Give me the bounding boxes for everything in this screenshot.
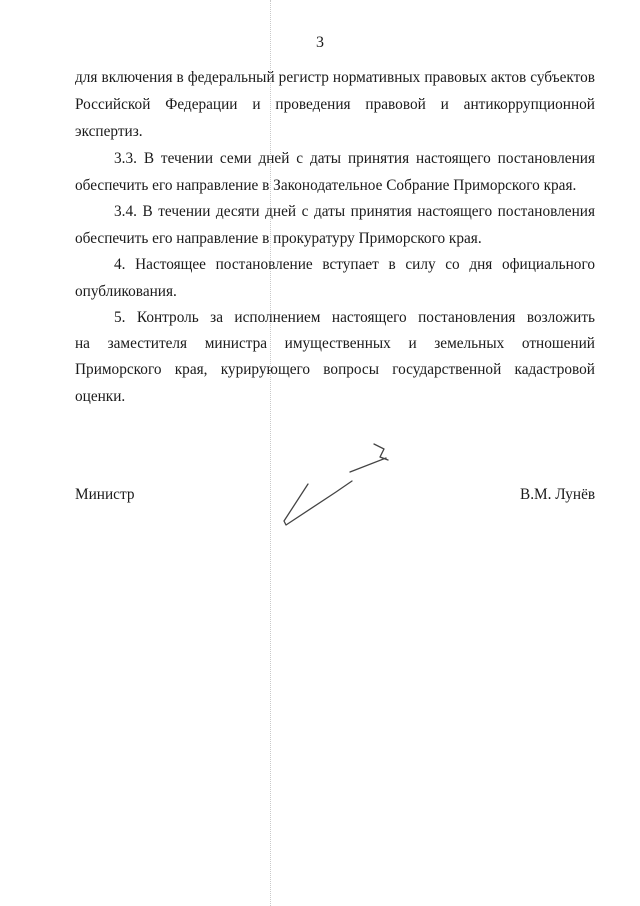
paragraph-4-line: 4. Настоящее постановление вступает в силу со дня официального — [114, 256, 595, 273]
paragraph-3-3-line: 3.3. В течении семи дней с даты принятия настоящего постановления — [114, 150, 595, 167]
paragraph-5-line: на заместителя министра имущественных и земельных отношений — [75, 335, 595, 352]
handwritten-signature — [276, 438, 396, 528]
body-line: Российской Федерации и проведения правовой и антикоррупционной — [75, 96, 595, 113]
paragraph-5-line: оценки. — [75, 388, 126, 405]
page-number: 3 — [316, 34, 324, 51]
body-line: для включения в федеральный регистр нормативных правовых актов субъектов — [75, 69, 595, 86]
paragraph-5-line: 5. Контроль за исполнением настоящего постановления возложить — [114, 309, 595, 326]
paragraph-4-line: опубликования. — [75, 283, 177, 300]
paragraph-3-4-line: обеспечить его направление в прокуратуру Приморского края. — [75, 230, 482, 247]
paragraph-3-4-line: 3.4. В течении десяти дней с даты принятия настоящего постановления — [114, 203, 595, 220]
paragraph-5-line: Приморского края, курирующего вопросы государственной кадастровой — [75, 361, 595, 378]
body-line: экспертиз. — [75, 123, 143, 140]
signatory-name: В.М. Лунёв — [520, 486, 596, 503]
paragraph-3-3-line: обеспечить его направление в Законодательное Собрание Приморского края. — [75, 177, 577, 194]
signatory-role: Министр — [75, 486, 135, 503]
